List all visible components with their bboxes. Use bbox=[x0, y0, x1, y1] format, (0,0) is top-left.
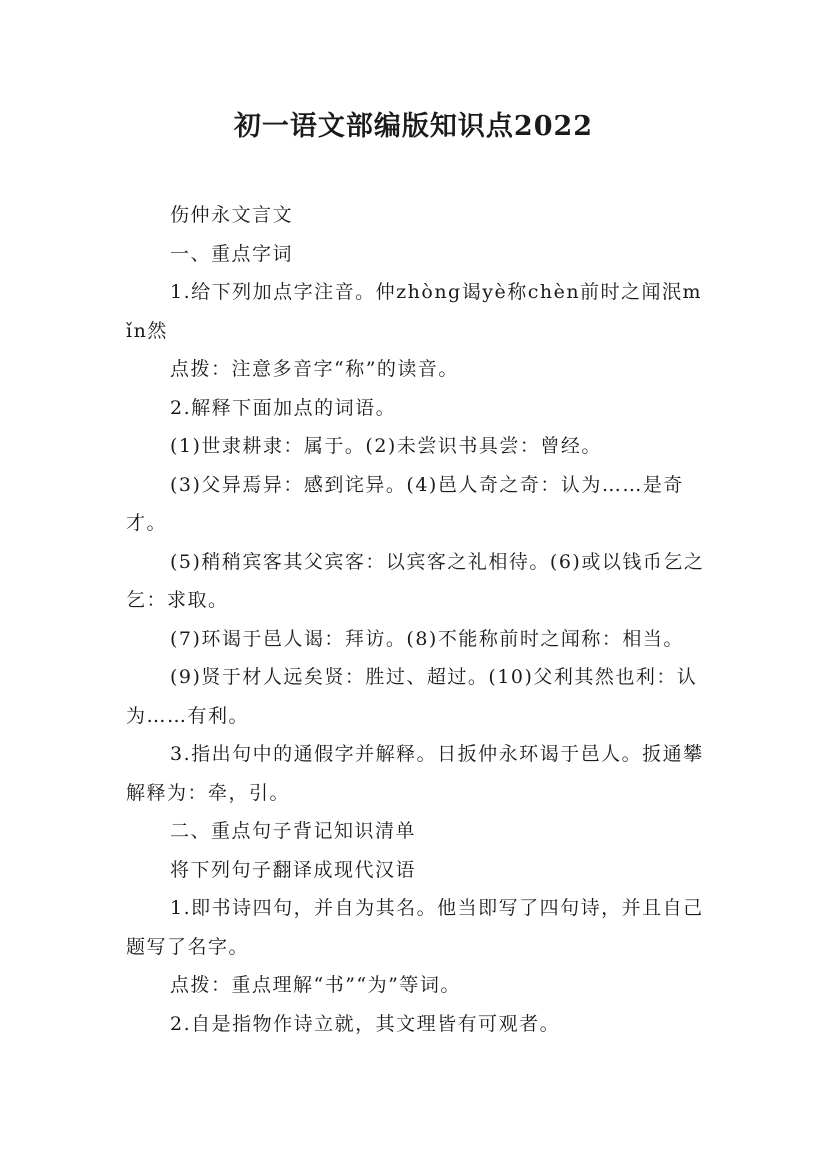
paragraph-hint: 点拨：注意多音字“称”的读音。 bbox=[170, 358, 459, 380]
paragraph-item: (7)环谒于邑人谒：拜访。(8)不能称前时之闻称：相当。 bbox=[170, 627, 684, 650]
paragraph-item: 2.自是指物作诗立就，其文理皆有可观者。 bbox=[170, 1012, 561, 1035]
document-title: 初一语文部编版知识点2022 bbox=[233, 111, 594, 142]
paragraph-hint: 点拨：重点理解“书”“为”等词。 bbox=[170, 974, 461, 996]
paragraph-item: 1.给下列加点字注音。仲zhòng谒yè称chèn前时之闻泯mǐn然 bbox=[126, 281, 703, 342]
paragraph-item: 2.解释下面加点的词语。 bbox=[170, 396, 397, 419]
paragraph-item: (1)世隶耕隶：属于。(2)未尝识书具尝：曾经。 bbox=[170, 435, 602, 457]
paragraph-item: 3.指出句中的通假字并解释。日扳仲永环谒于邑人。扳通攀解释为：牵，引。 bbox=[126, 743, 704, 804]
paragraph-item: (9)贤于材人远矣贤：胜过、超过。(10)父利其然也利：认为……有利。 bbox=[126, 666, 698, 727]
paragraph-item: (5)稍稍宾客其父宾客：以宾客之礼相待。(6)或以钱币乞之乞：求取。 bbox=[126, 550, 705, 611]
paragraph-item: (3)父异焉异：感到诧异。(4)邑人奇之奇：认为……是奇才。 bbox=[126, 473, 684, 534]
paragraph-item: 1.即书诗四句，并自为其名。他当即写了四句诗，并且自己题写了名字。 bbox=[126, 897, 704, 958]
paragraph-section-heading: 一、重点字词 bbox=[170, 242, 294, 265]
paragraph-section-heading: 二、重点句子背记知识清单 bbox=[170, 820, 417, 842]
paragraph-lesson-title: 伤仲永文言文 bbox=[170, 204, 294, 226]
document-body bbox=[126, 196, 706, 1043]
paragraph-instruction: 将下列句子翻译成现代汉语 bbox=[170, 858, 417, 881]
